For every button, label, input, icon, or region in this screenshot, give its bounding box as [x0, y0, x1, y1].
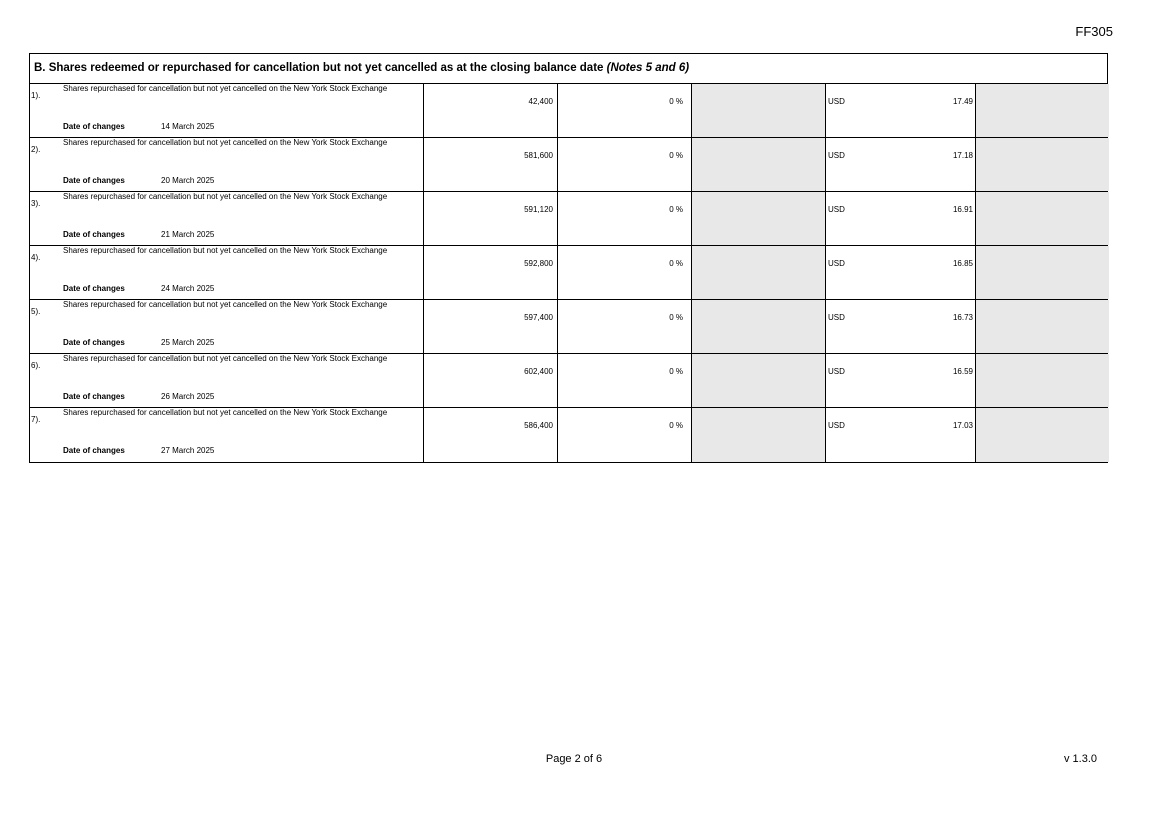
date-label: Date of changes: [63, 176, 125, 185]
date-value: 24 March 2025: [161, 284, 215, 293]
date-label: Date of changes: [63, 338, 125, 347]
shaded-cell: [691, 246, 825, 299]
price-cell: [825, 246, 975, 299]
date-label: Date of changes: [63, 446, 125, 455]
shaded-cell: [975, 408, 1109, 462]
currency-value: USD: [828, 421, 845, 430]
shares-value: 602,400: [524, 367, 553, 376]
row-index: 5).: [31, 307, 41, 316]
percent-cell: [557, 192, 691, 245]
price-cell: [825, 408, 975, 462]
row-description: Shares repurchased for cancellation but not yet cancelled on the New York Stock Exchange: [63, 408, 388, 417]
shares-table: [29, 53, 1108, 463]
shares-value: 592,800: [524, 259, 553, 268]
shares-value: 597,400: [524, 313, 553, 322]
section-title: [30, 54, 1107, 84]
date-label: Date of changes: [63, 230, 125, 239]
currency-value: USD: [828, 313, 845, 322]
shares-cell: [423, 192, 557, 245]
table-row: [30, 138, 1107, 192]
price-cell: [825, 192, 975, 245]
percent-value: 0 %: [669, 313, 683, 322]
price-cell: [825, 300, 975, 353]
shaded-cell: [691, 300, 825, 353]
date-label: Date of changes: [63, 284, 125, 293]
price-cell: [825, 138, 975, 191]
price-value: 17.03: [952, 421, 973, 430]
price-cell: [825, 354, 975, 407]
shares-cell: [423, 138, 557, 191]
shares-value: 581,600: [524, 151, 553, 160]
percent-value: 0 %: [669, 259, 683, 268]
shares-cell: [423, 84, 557, 137]
shaded-cell: [975, 192, 1109, 245]
date-value: 27 March 2025: [161, 446, 215, 455]
form-code: FF305: [1075, 24, 1113, 39]
table-row: [30, 84, 1107, 138]
shaded-cell: [975, 246, 1109, 299]
shaded-cell: [691, 354, 825, 407]
shaded-cell: [691, 138, 825, 191]
row-description: Shares repurchased for cancellation but not yet cancelled on the New York Stock Exchange: [63, 138, 388, 147]
page-number: Page 2 of 6: [545, 753, 603, 765]
description-cell: [30, 408, 423, 462]
row-index: 6).: [31, 361, 41, 370]
shaded-cell: [691, 84, 825, 137]
description-cell: [30, 246, 423, 299]
row-index: 3).: [31, 199, 41, 208]
price-value: 17.18: [952, 151, 973, 160]
row-index: 2).: [31, 145, 41, 154]
currency-value: USD: [828, 367, 845, 376]
percent-value: 0 %: [669, 205, 683, 214]
date-value: 25 March 2025: [161, 338, 215, 347]
price-cell: [825, 84, 975, 137]
description-cell: [30, 192, 423, 245]
percent-cell: [557, 300, 691, 353]
price-value: 16.85: [952, 259, 973, 268]
shaded-cell: [691, 408, 825, 462]
currency-value: USD: [828, 151, 845, 160]
percent-cell: [557, 408, 691, 462]
row-description: Shares repurchased for cancellation but not yet cancelled on the New York Stock Exchange: [63, 192, 388, 201]
description-cell: [30, 138, 423, 191]
percent-cell: [557, 246, 691, 299]
date-label: Date of changes: [63, 392, 125, 401]
currency-value: USD: [828, 205, 845, 214]
row-index: 7).: [31, 415, 41, 424]
shares-value: 42,400: [528, 97, 553, 106]
description-cell: [30, 300, 423, 353]
row-index: 1).: [31, 91, 41, 100]
currency-value: USD: [828, 259, 845, 268]
table-row: [30, 192, 1107, 246]
date-value: 20 March 2025: [161, 176, 215, 185]
percent-cell: [557, 84, 691, 137]
description-cell: [30, 84, 423, 137]
shaded-cell: [975, 354, 1109, 407]
section-title-text: B. Shares redeemed or repurchased for cancellation but not yet cancelled as at the closing balance date: [34, 62, 604, 74]
price-value: 16.59: [952, 367, 973, 376]
table-row: [30, 300, 1107, 354]
percent-cell: [557, 138, 691, 191]
table-row: [30, 354, 1107, 408]
shares-cell: [423, 408, 557, 462]
row-description: Shares repurchased for cancellation but not yet cancelled on the New York Stock Exchange: [63, 84, 388, 93]
shaded-cell: [975, 84, 1109, 137]
table-row: [30, 408, 1107, 462]
date-label: Date of changes: [63, 122, 125, 131]
version-label: v 1.3.0: [1063, 753, 1097, 765]
percent-value: 0 %: [669, 97, 683, 106]
row-description: Shares repurchased for cancellation but not yet cancelled on the New York Stock Exchange: [63, 246, 388, 255]
shares-value: 591,120: [524, 205, 553, 214]
price-value: 16.73: [952, 313, 973, 322]
percent-value: 0 %: [669, 367, 683, 376]
row-description: Shares repurchased for cancellation but not yet cancelled on the New York Stock Exchange: [63, 300, 388, 309]
table-row: [30, 246, 1107, 300]
date-value: 21 March 2025: [161, 230, 215, 239]
price-value: 16.91: [952, 205, 973, 214]
date-value: 26 March 2025: [161, 392, 215, 401]
shaded-cell: [975, 138, 1109, 191]
shaded-cell: [975, 300, 1109, 353]
percent-cell: [557, 354, 691, 407]
percent-value: 0 %: [669, 421, 683, 430]
date-value: 14 March 2025: [161, 122, 215, 131]
percent-value: 0 %: [669, 151, 683, 160]
row-description: Shares repurchased for cancellation but not yet cancelled on the New York Stock Exchange: [63, 354, 388, 363]
row-index: 4).: [31, 253, 41, 262]
price-value: 17.49: [952, 97, 973, 106]
shares-cell: [423, 246, 557, 299]
currency-value: USD: [828, 97, 845, 106]
shares-value: 586,400: [524, 421, 553, 430]
shaded-cell: [691, 192, 825, 245]
shares-cell: [423, 300, 557, 353]
shares-cell: [423, 354, 557, 407]
section-notes: (Notes 5 and 6): [606, 62, 690, 74]
description-cell: [30, 354, 423, 407]
